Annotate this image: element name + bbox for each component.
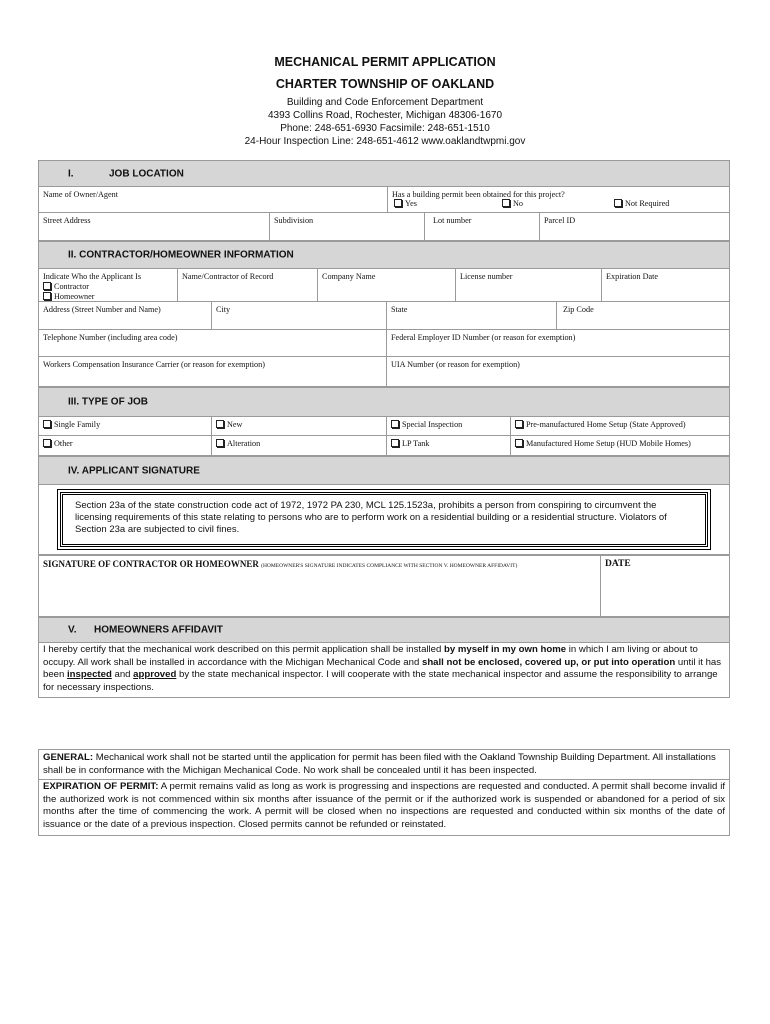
zip-field[interactable]: Zip Code [556, 302, 729, 329]
address: 4393 Collins Road, Rochester, Michigan 48306-1670 [267, 110, 503, 121]
owner-label: Name of Owner/Agent [43, 190, 119, 199]
name-record-field[interactable]: Name/Contractor of Record [177, 269, 317, 301]
permit-question-label: Has a building permit been obtained for this project? [392, 190, 565, 199]
permit-question [387, 187, 729, 212]
street-row [38, 213, 730, 241]
township-name: CHARTER TOWNSHIP OF OAKLAND [275, 77, 495, 91]
phone-fax: Phone: 248-651-6930 Facsimile: 248-651-1510 [280, 123, 490, 134]
city-field[interactable]: City [211, 302, 386, 329]
subdivision-field[interactable]: Subdivision [269, 213, 424, 240]
premanufactured-option[interactable]: Pre-manufactured Home Setup (State Approved) [510, 417, 729, 435]
job-type-row-1 [38, 417, 730, 436]
checkbox-icon [43, 292, 51, 300]
checkbox-icon [43, 282, 51, 290]
state-field[interactable]: State [386, 302, 556, 329]
telephone-row [38, 330, 730, 357]
license-field[interactable]: License number [455, 269, 601, 301]
form-title: MECHANICAL PERMIT APPLICATION [274, 55, 496, 69]
checkbox-icon [391, 439, 399, 447]
checkbox-icon [391, 420, 399, 428]
single-family-option[interactable]: Single Family [39, 417, 211, 435]
alteration-option[interactable]: Alteration [211, 436, 386, 455]
checkbox-icon [502, 199, 510, 207]
checkbox-icon [515, 420, 523, 428]
checkbox-icon [216, 420, 224, 428]
section-title: JOB LOCATION [109, 168, 184, 179]
section-23a-notice: Section 23a of the state construction code act of 1972, 1972 PA 230, MCL 125.1523a, prohibits a person from conspiring to circumvent the licensing requirements of this state relating to persons who are to perform work on a residential building or a residential structure. Violators of Section 23a are subjected to civil fines. [60, 492, 708, 547]
special-inspection-option[interactable]: Special Inspection [386, 417, 510, 435]
parcel-field[interactable]: Parcel ID [539, 213, 729, 240]
checkbox-icon [43, 420, 51, 428]
homeowner-option[interactable]: Homeowner [43, 292, 173, 302]
date-field[interactable]: DATE [600, 556, 729, 616]
telephone-field[interactable]: Telephone Number (including area code) [43, 333, 178, 342]
expiration-notice: EXPIRATION OF PERMIT: A permit remains valid as long as work is progressing and inspections are requested and conducted. A permit shall become invalid if the authorized work is not commenced within six months after issuance of the permit or if the authorized work is suspended or abandoned for a period of six months after the time of commencing the work. A permit will be closed when no inspections are requested and conducted within six months of the date of issuance or the date of a previous inspection. Closed permits cannot be refunded or reinstated. [38, 780, 730, 836]
contractor-option[interactable]: Contractor [43, 282, 173, 292]
checkbox-icon [515, 439, 523, 447]
expiration-field[interactable]: Expiration Date [601, 269, 729, 301]
section-signature [38, 456, 730, 485]
section-type-of-job [38, 387, 730, 417]
lp-tank-option[interactable]: LP Tank [386, 436, 510, 455]
section-title: HOMEOWNERS AFFIDAVIT [94, 624, 223, 636]
section-title: II. CONTRACTOR/HOMEOWNER INFORMATION [68, 249, 294, 261]
owner-field[interactable] [39, 187, 387, 212]
inspection-line: 24-Hour Inspection Line: 248-651-4612 www.oaklandtwpmi.gov [244, 136, 526, 147]
signature-row [38, 555, 730, 617]
permit-not-required-option[interactable]: Not Required [614, 199, 669, 208]
section-title: IV. APPLICANT SIGNATURE [68, 465, 200, 476]
affidavit-text: I hereby certify that the mechanical work described on this permit application shall be installed by myself in my own home in which I am living or about to occupy. All work shall be installed in accordance with the Michigan Mechanical Code and shall not be enclosed, covered up, or put into operation until it has been inspected and approved by the state mechanical inspector. I will cooperate with the state mechanical inspector and assume the responsibility to arrange for necessary inspections. [38, 643, 730, 698]
section-contractor [38, 241, 730, 269]
section-title: III. TYPE OF JOB [68, 396, 149, 408]
checkbox-icon [614, 199, 622, 207]
lot-field[interactable]: Lot number [424, 213, 539, 240]
fein-field[interactable]: Federal Employer ID Number (or reason for exemption) [386, 330, 729, 356]
permit-no-option[interactable]: No [502, 199, 523, 208]
department: Building and Code Enforcement Department [286, 97, 484, 108]
section-job-location [38, 160, 730, 187]
other-option[interactable]: Other [39, 436, 211, 455]
general-notice: GENERAL: Mechanical work shall not be started until the application for permit has been filed with the Oakland Township Building Department. All installations shall be in conformance with the Michigan Mechanical Code. No work shall be concealed until it has been inspected. [38, 749, 730, 780]
owner-row [38, 187, 730, 213]
contractor-address-field[interactable]: Address (Street Number and Name) [43, 305, 161, 314]
address-row [38, 302, 730, 330]
checkbox-icon [43, 439, 51, 447]
job-type-row-2 [38, 436, 730, 456]
company-field[interactable]: Company Name [317, 269, 455, 301]
applicant-row [38, 269, 730, 302]
checkbox-icon [216, 439, 224, 447]
uia-field[interactable]: UIA Number (or reason for exemption) [386, 357, 729, 386]
workers-comp-field[interactable]: Workers Compensation Insurance Carrier (or reason for exemption) [43, 360, 265, 369]
applicant-type: Indicate Who the Applicant Is Contractor Homeowner [39, 269, 177, 301]
manufactured-option[interactable]: Manufactured Home Setup (HUD Mobile Homes) [510, 436, 729, 455]
workers-row [38, 357, 730, 387]
new-option[interactable]: New [211, 417, 386, 435]
checkbox-icon [394, 199, 402, 207]
section-affidavit [38, 617, 730, 643]
permit-yes-option[interactable]: Yes [394, 199, 417, 208]
street-field[interactable]: Street Address [43, 216, 91, 225]
section-number: V. [68, 624, 77, 636]
section-number: I. [68, 168, 74, 179]
signature-field[interactable]: SIGNATURE OF CONTRACTOR OR HOMEOWNER (HOMEOWNER'S SIGNATURE INDICATES COMPLIANCE WITH SECTION V. HOMEOWNER AFFIDAVIT) [43, 559, 518, 569]
